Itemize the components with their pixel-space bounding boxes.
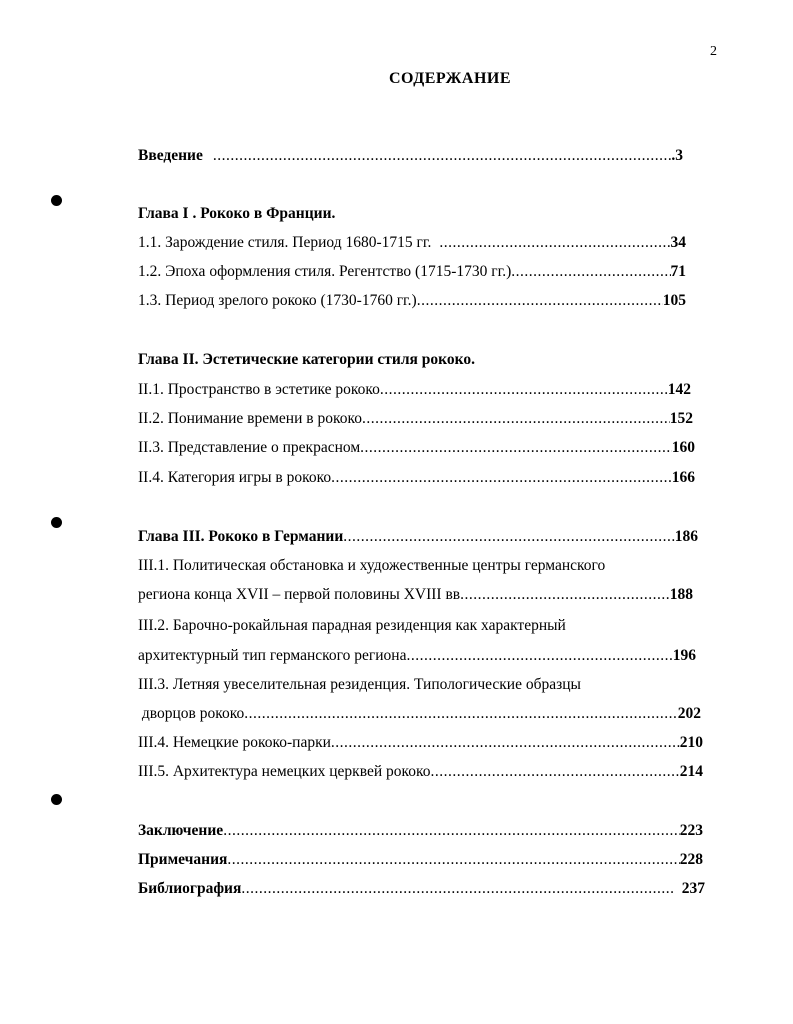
toc-entry[interactable] [138,733,703,753]
toc-entry-label: III.4. Немецкие рококо-парки [138,734,331,751]
page-title: СОДЕРЖАНИЕ [388,70,512,87]
toc-entry-label: Примечания [138,851,228,868]
toc-entry-label-line1: III.2. Барочно-рокайльная парадная резиденция как характерный [138,617,566,634]
leader-dots [331,468,672,488]
leader-dots [439,233,670,253]
toc-entry[interactable] [138,291,686,311]
toc-entry-page: 228 [679,851,703,868]
margin-bullet [51,794,62,805]
leader-dots [331,733,680,753]
toc-entry-page: 210 [679,734,703,751]
leader-dots [430,762,679,782]
toc-entry-label: 1.1. Зарождение стиля. Период 1680-1715 гг. [138,234,432,251]
toc-entry[interactable] [138,762,703,782]
toc-entry-page: 237 [681,880,705,897]
toc-entry-page: 105 [662,292,686,309]
toc-entry-label: III.5. Архитектура немецких церквей рококо [138,763,431,780]
toc-entry-label: II.3. Представление о прекрасном [138,439,361,456]
toc-entry-page: 196 [672,647,696,664]
toc-entry-page: 166 [671,469,695,486]
toc-entry-chapter3[interactable] [138,527,698,547]
toc-entry[interactable] [138,233,686,253]
toc-entry[interactable] [138,704,701,724]
toc-entry[interactable] [138,262,686,282]
toc-entry-label: 1.3. Период зрелого рококо (1730-1760 гг.) [138,292,417,309]
leader-dots [362,409,670,429]
toc-entry-page: 188 [669,586,693,603]
leader-dots [241,879,673,899]
toc-entry-label: Заключение [138,822,224,839]
toc-entry[interactable] [138,380,691,400]
toc-entry-label-line1: III.1. Политическая обстановка и художественные центры германского [138,557,606,574]
toc-entry-page: 186 [674,528,698,545]
toc-entry-page: 152 [669,410,693,427]
leader-dots [417,291,663,311]
toc-entry-label: 1.2. Эпоха оформления стиля. Регентство (1715-1730 гг.) [138,263,512,280]
margin-bullet [51,517,62,528]
leader-dots [460,585,670,605]
toc-entry-page: 160 [671,439,695,456]
leader-dots [360,438,672,458]
toc-entry-page: 71 [670,263,686,280]
chapter-heading: Глава III. Рококо в Германии [138,528,344,545]
toc-entry-label: дворцов рококо [138,705,245,722]
chapter-heading: Глава II. Эстетические категории стиля рококо. [138,351,475,368]
leader-dots [213,146,672,166]
toc-entry-label: II.4. Категория игры в рококо [138,469,332,486]
chapter-heading: Глава I . Рококо в Франции. [138,205,336,222]
toc-entry-label-line1: III.3. Летняя увеселительная резиденция. Типологические образцы [138,676,581,693]
toc-entry-label: Библиография [138,880,242,897]
leader-dots [227,850,679,870]
leader-dots [244,704,678,724]
toc-entry-label: II.1. Пространство в эстетике рококо [138,381,380,398]
toc-entry-page: 202 [677,705,701,722]
toc-entry-page: 214 [679,763,703,780]
leader-dots [343,527,675,547]
toc-entry[interactable] [138,646,696,666]
margin-bullet [51,195,62,206]
toc-entry-label: Введение [138,147,203,164]
leader-dots [223,821,680,841]
toc-entry-conclusion[interactable] [138,821,703,841]
toc-entry-label: региона конца XVII – первой половины XVIII вв [138,586,461,603]
page-number: 2 [710,44,717,59]
toc-entry[interactable] [138,585,693,605]
toc-entry-page: .3 [671,147,683,164]
toc-entry-bibliography[interactable] [138,879,705,899]
toc-entry-page: 223 [679,822,703,839]
leader-dots [406,646,672,666]
toc-entry-page: 34 [670,234,686,251]
toc-entry-notes[interactable] [138,850,703,870]
leader-dots [511,262,670,282]
toc-entry-label: II.2. Понимание времени в рококо [138,410,362,427]
leader-dots [380,380,668,400]
toc-entry-page: 142 [667,381,691,398]
toc-entry-label: архитектурный тип германского региона [138,647,407,664]
toc-entry-intro[interactable] [138,146,683,166]
toc-entry[interactable] [138,409,693,429]
toc-entry[interactable] [138,438,695,458]
toc-entry[interactable] [138,468,695,488]
